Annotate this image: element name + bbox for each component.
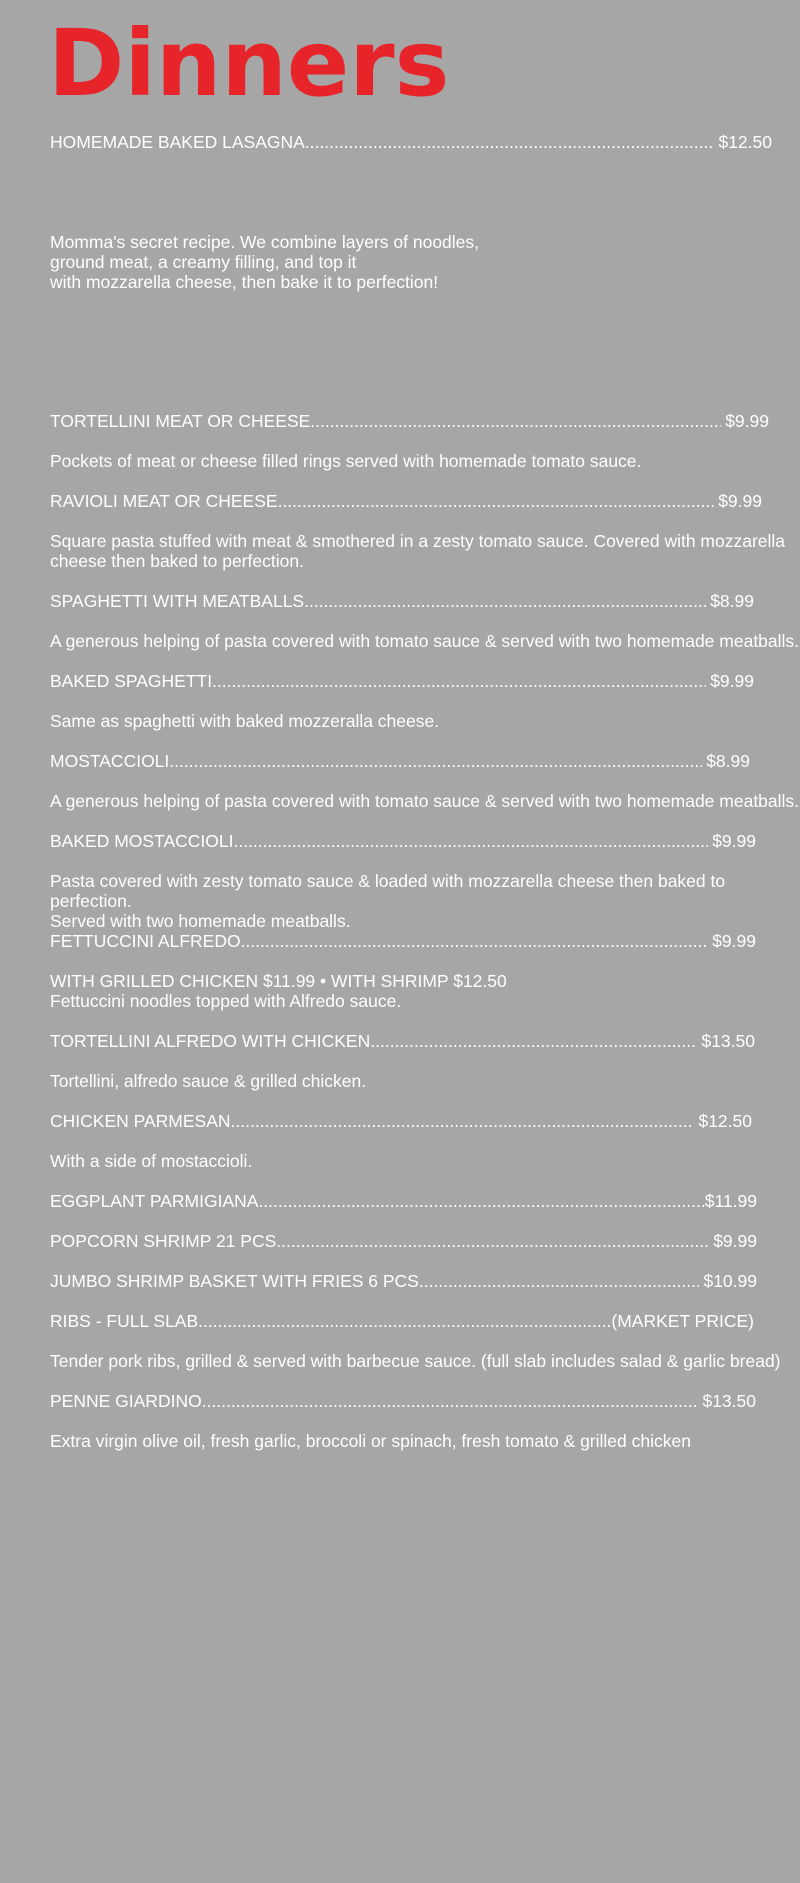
menu-item-ribs xyxy=(50,1311,754,1331)
item-price: $13.50 xyxy=(701,1031,755,1051)
menu-item-lasagna xyxy=(50,132,772,152)
item-description-baked-spaghetti: Same as spaghetti with baked mozzeralla cheese. xyxy=(50,711,440,731)
leader-dots xyxy=(276,1231,709,1251)
item-price: $9.99 xyxy=(713,1231,757,1251)
item-name: TORTELLINI ALFREDO WITH CHICKEN xyxy=(50,1031,371,1051)
menu-item-eggplant-parmigiana xyxy=(50,1191,757,1211)
leader-dots xyxy=(241,931,709,951)
item-name: HOMEMADE BAKED LASAGNA xyxy=(50,132,305,152)
menu-item-penne-giardino xyxy=(50,1391,756,1411)
item-name: MOSTACCIOLI xyxy=(50,751,170,771)
leader-dots xyxy=(304,591,706,611)
item-description-ribs: Tender pork ribs, grilled & served with barbecue sauce. (full slab includes salad & garlic bread) xyxy=(50,1351,781,1371)
item-name: RIBS - FULL SLAB xyxy=(50,1311,199,1331)
leader-dots xyxy=(169,751,702,771)
item-price: $8.99 xyxy=(706,751,750,771)
item-name: CHICKEN PARMESAN xyxy=(50,1111,231,1131)
item-description-ravioli: Square pasta stuffed with meat & smothered in a zesty tomato sauce. Covered with mozzarella cheese then baked to perfection. xyxy=(50,531,786,571)
item-name: RAVIOLI MEAT OR CHEESE xyxy=(50,491,278,511)
leader-dots xyxy=(202,1391,699,1411)
item-price: $9.99 xyxy=(712,831,756,851)
menu-item-spaghetti-meatballs xyxy=(50,591,754,611)
item-description-chicken-parmesan: With a side of mostaccioli. xyxy=(50,1151,253,1171)
leader-dots xyxy=(212,671,706,691)
item-description-lasagna: Momma's secret recipe. We combine layers of noodles, ground meat, a creamy filling, and top it with mozzarella cheese, then bake it to perfection! xyxy=(50,232,480,292)
menu-item-fettuccini-alfredo xyxy=(50,931,756,951)
item-price: $12.50 xyxy=(698,1111,752,1131)
menu-item-baked-mostaccioli xyxy=(50,831,756,851)
item-price: $13.50 xyxy=(702,1391,756,1411)
leader-dots xyxy=(231,1111,695,1131)
item-price: $8.99 xyxy=(710,591,754,611)
item-name: FETTUCCINI ALFREDO xyxy=(50,931,241,951)
leader-dots xyxy=(310,411,721,431)
page-title: Dinners xyxy=(48,10,450,117)
leader-dots xyxy=(258,1191,704,1211)
item-description-fettuccini: WITH GRILLED CHICKEN $11.99 • WITH SHRIMP $12.50 Fettuccini noodles topped with Alfredo sauce. xyxy=(50,971,507,1011)
item-price: $9.99 xyxy=(718,491,762,511)
item-description-tortellini: Pockets of meat or cheese filled rings served with homemade tomato sauce. xyxy=(50,451,642,471)
menu-item-chicken-parmesan xyxy=(50,1111,752,1131)
menu-item-mostaccioli xyxy=(50,751,750,771)
item-description-baked-mostaccioli: Pasta covered with zesty tomato sauce & loaded with mozzarella cheese then baked to perfection. Served with two homemade meatballs. xyxy=(50,871,726,931)
leader-dots xyxy=(278,491,715,511)
menu-item-tortellini xyxy=(50,411,769,431)
item-name: JUMBO SHRIMP BASKET WITH FRIES 6 PCS xyxy=(50,1271,419,1291)
item-description-mostaccioli: A generous helping of pasta covered with tomato sauce & served with two homemade meatballs. xyxy=(50,791,800,811)
item-name: SPAGHETTI WITH MEATBALLS xyxy=(50,591,305,611)
menu-item-jumbo-shrimp-basket xyxy=(50,1271,757,1291)
leader-dots xyxy=(370,1031,697,1051)
item-name: BAKED MOSTACCIOLI xyxy=(50,831,234,851)
item-name: EGGPLANT PARMIGIANA xyxy=(50,1191,259,1211)
menu-item-ravioli xyxy=(50,491,762,511)
item-name: PENNE GIARDINO xyxy=(50,1391,202,1411)
menu-item-baked-spaghetti xyxy=(50,671,754,691)
leader-dots xyxy=(419,1271,700,1291)
item-price: $9.99 xyxy=(710,671,754,691)
item-name: TORTELLINI MEAT OR CHEESE xyxy=(50,411,311,431)
item-name: POPCORN SHRIMP 21 PCS xyxy=(50,1231,277,1251)
item-price: $12.50 xyxy=(718,132,772,152)
item-price: $9.99 xyxy=(712,931,756,951)
item-description-spaghetti: A generous helping of pasta covered with tomato sauce & served with two homemade meatballs. xyxy=(50,631,800,651)
item-price: $11.99 xyxy=(704,1191,757,1211)
leader-dots xyxy=(198,1311,611,1331)
item-description-penne: Extra virgin olive oil, fresh garlic, broccoli or spinach, fresh tomato & grilled chicken xyxy=(50,1431,691,1451)
item-description-tortellini-alfredo: Tortellini, alfredo sauce & grilled chicken. xyxy=(50,1071,367,1091)
item-price: $9.99 xyxy=(725,411,769,431)
menu-item-tortellini-alfredo xyxy=(50,1031,755,1051)
menu-item-popcorn-shrimp xyxy=(50,1231,757,1251)
item-name: BAKED SPAGHETTI xyxy=(50,671,213,691)
item-price: (MARKET PRICE) xyxy=(611,1311,754,1331)
item-price: $10.99 xyxy=(703,1271,757,1291)
leader-dots xyxy=(305,132,715,152)
leader-dots xyxy=(233,831,708,851)
